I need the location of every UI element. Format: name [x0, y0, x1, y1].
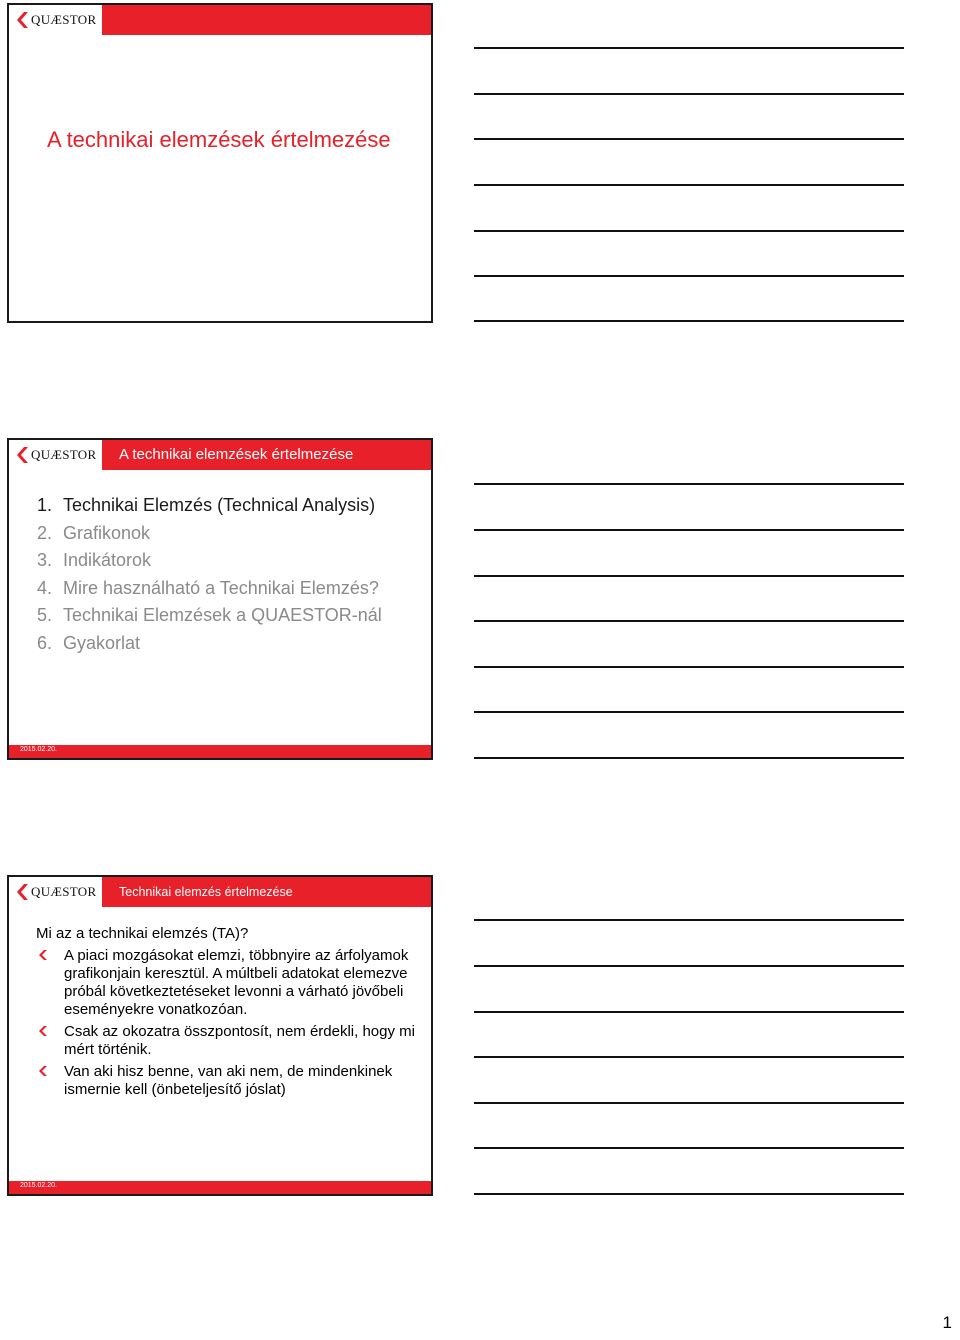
note-line — [474, 965, 904, 967]
note-line — [474, 1193, 904, 1195]
note-line — [474, 1011, 904, 1013]
agenda-item: 3. Indikátorok — [37, 550, 152, 570]
agenda-item: 4. Mire használható a Technikai Elemzés? — [37, 577, 379, 598]
quaestor-logo-icon — [15, 11, 29, 29]
note-line — [474, 275, 904, 277]
question-heading: Mi az a technikai elemzés (TA)? — [36, 925, 249, 942]
slide-header — [9, 877, 431, 907]
note-line — [474, 138, 904, 140]
slide-1 — [7, 3, 433, 323]
footer-date: 2015.02.20. — [20, 746, 57, 753]
bullet-item: A piaci mozgásokat elemzi, többnyire az árfolyamok grafikonjain keresztül. A múltbeli adatokat elemezve próbál következtetéseket levonni a várható jövőbeli eseményekre vonatkozóan. — [36, 947, 426, 1019]
slide-title: A technikai elemzések értelmezése — [47, 127, 391, 152]
logo-text: QUÆSTOR — [31, 884, 97, 899]
agenda-item: 1. Technikai Elemzés (Technical Analysis) — [37, 495, 376, 515]
slide-content — [36, 924, 426, 1103]
note-line — [474, 47, 904, 49]
note-line — [474, 575, 904, 577]
quaestor-logo-icon — [15, 883, 29, 901]
logo-text: QUÆSTOR — [31, 12, 97, 27]
note-line — [474, 230, 904, 232]
slide-footer — [9, 1181, 431, 1194]
note-line — [474, 757, 904, 759]
note-line — [474, 711, 904, 713]
logo-text: QUÆSTOR — [31, 447, 97, 462]
slide-footer — [9, 745, 431, 758]
note-line — [474, 483, 904, 485]
header-title: Technikai elemzés értelmezése — [119, 885, 293, 899]
bullet-item: Csak az okozatra összpontosít, nem érdekli, hogy mi mért történik. — [36, 1023, 426, 1059]
slide-3 — [7, 875, 433, 1196]
header-title: A technikai elemzések értelmezése — [119, 446, 354, 463]
footer-date: 2015.02.20. — [20, 1182, 57, 1189]
page-number: 1 — [942, 1313, 952, 1332]
slide-header — [9, 5, 431, 35]
note-line — [474, 184, 904, 186]
note-line — [474, 620, 904, 622]
agenda-item: 2. Grafikonok — [37, 522, 151, 543]
quaestor-logo — [9, 877, 102, 907]
bullet-chevron-icon — [38, 1026, 48, 1036]
quaestor-logo — [9, 440, 102, 470]
note-line — [474, 93, 904, 95]
bullet-chevron-icon — [38, 1066, 48, 1076]
bullet-chevron-icon — [38, 950, 48, 960]
quaestor-logo — [9, 5, 102, 35]
note-line — [474, 320, 904, 322]
agenda-list — [37, 492, 382, 657]
note-line — [474, 1102, 904, 1104]
agenda-item: 6. Gyakorlat — [37, 632, 141, 653]
quaestor-logo-icon — [15, 446, 29, 464]
agenda-item: 5. Technikai Elemzések a QUAESTOR-nál — [37, 605, 382, 625]
note-line — [474, 529, 904, 531]
note-line — [474, 1056, 904, 1058]
note-line — [474, 666, 904, 668]
note-line — [474, 919, 904, 921]
bullet-item: Van aki hisz benne, van aki nem, de mindenkinek ismernie kell (önbeteljesítő jóslat) — [36, 1063, 426, 1099]
note-line — [474, 1147, 904, 1149]
slide-header — [9, 440, 431, 470]
slide-2 — [7, 438, 433, 760]
